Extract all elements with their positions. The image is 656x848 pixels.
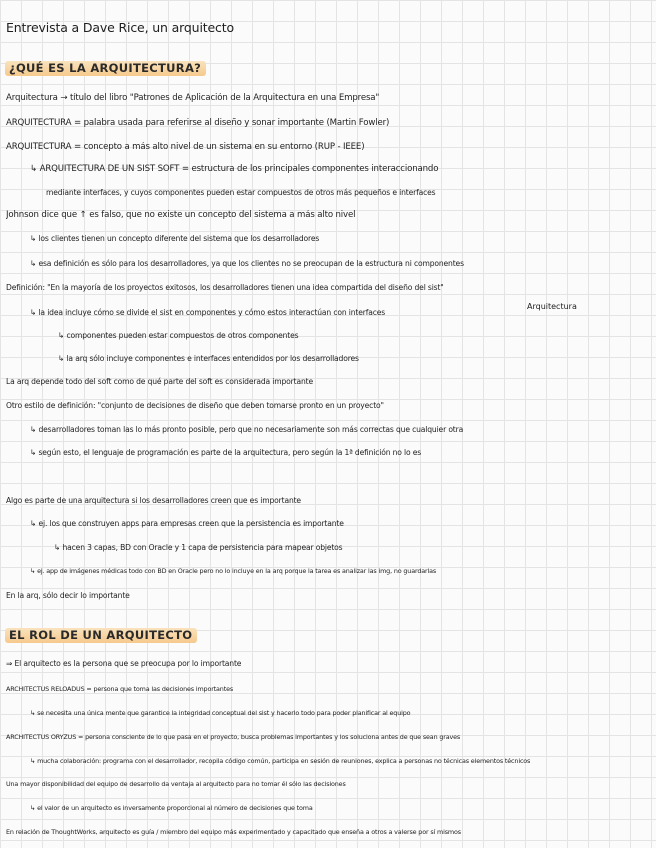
section-heading-que-es: ¿QUÉ ES LA ARQUITECTURA? bbox=[5, 61, 206, 76]
note-line: Algo es parte de una arquitectura si los desarrolladores creen que es importante bbox=[6, 496, 301, 505]
note-line: ARCHITECTUS ORYZUS = persona consciente de lo que pasa en el proyecto, busca problemas importantes y los soluciona antes de que sean graves bbox=[6, 734, 461, 741]
note-line: ↳ los clientes tienen un concepto diferente del sistema que los desarrolladores bbox=[30, 234, 320, 243]
note-line: ARQUITECTURA = concepto a más alto nivel de un sistema en su entorno (RUP - IEEE) bbox=[6, 142, 365, 152]
note-line: La arq depende todo del soft como de qué parte del soft es considerada importante bbox=[6, 377, 313, 386]
note-text: Definición: "En la mayoría de los proyectos exitosos, los desarrolladores tienen una bbox=[6, 283, 311, 292]
note-line: ↳ se necesita una única mente que garantice la integridad conceptual del sist y hacerlo todo para poder planificar al equipo bbox=[30, 710, 411, 717]
note-line: Otro estilo de definición: "conjunto de decisiones de diseño que deben tomarse pronto en un proyecto" bbox=[6, 401, 384, 410]
page-title: Entrevista a Dave Rice, un arquitecto bbox=[6, 20, 235, 35]
note-line: En la arq, sólo decir lo importante bbox=[6, 591, 130, 600]
note-line: ↳ ej. app de imágenes médicas todo con BD en Oracle pero no lo incluye en la arq porque la tarea es analizar las img, no guardarlas bbox=[30, 568, 437, 575]
note-line: ↳ según esto, el lenguaje de programación es parte de la arquitectura, pero según la 1ª definición no lo es bbox=[30, 448, 422, 457]
note-line: ARQUITECTURA = palabra usada para referirse al diseño y sonar importante (Martin Fowler) bbox=[6, 118, 390, 128]
note-line: ↳ componentes pueden estar compuestos de otros componentes bbox=[58, 331, 299, 340]
margin-annotation: Arquitectura bbox=[527, 302, 577, 311]
note-line: ↳ la idea incluye cómo se divide el sist en componentes y cómo estos interactúan con interfaces bbox=[30, 308, 386, 317]
note-line: ↳ la arq sólo incluye componentes e interfaces entendidos por los desarrolladores bbox=[58, 354, 359, 363]
note-line: En relación de ThoughtWorks, arquitecto es guía / miembro del equipo más experimentado y capacitado que enseña a otros a valerse por sí mismos bbox=[6, 829, 461, 836]
note-line: ↳ desarrolladores toman las lo más pronto posible, pero que no necesariamente son más correctas que cualquier otra bbox=[30, 425, 464, 434]
note-underlined-text: idea compartida del diseño del sist" bbox=[312, 283, 444, 292]
note-line: ⇒ El arquitecto es la persona que se preocupa por lo importante bbox=[6, 659, 242, 668]
note-line: ARCHITECTUS RELOADUS = persona que toma las decisiones importantes bbox=[6, 686, 234, 693]
note-line: ↳ hacen 3 capas, BD con Oracle y 1 capa de persistencia para mapear objetos bbox=[54, 543, 343, 552]
note-line: ↳ mucha colaboración: programa con el desarrollador, recopila código común, participa en sesión de reuniones, explica a personas no técnicas elementos técnicos bbox=[30, 758, 531, 765]
note-line: ↳ ej. los que construyen apps para empresas creen que la persistencia es importante bbox=[30, 519, 344, 528]
note-line: ↳ ARQUITECTURA DE UN SIST SOFT = estructura de los principales componentes interaccionando bbox=[30, 164, 439, 174]
note-line: Johnson dice que ↑ es falso, que no existe un concepto del sistema a más alto nivel bbox=[6, 210, 356, 220]
note-line: mediante interfaces, y cuyos componentes pueden estar compuestos de otros más pequeños e interfaces bbox=[46, 188, 436, 197]
note-line: ↳ esa definición es sólo para los desarrolladores, ya que los clientes no se preocupan de la estructura ni componentes bbox=[30, 259, 464, 268]
note-line: Una mayor disponibilidad del equipo de desarrollo da ventaja al arquitecto para no tomar él sólo las decisiones bbox=[6, 781, 346, 788]
note-line-definicion bbox=[6, 283, 656, 292]
note-line: Arquitectura → título del libro "Patrones de Aplicación de la Arquitectura en una Empresa" bbox=[6, 93, 380, 103]
section-heading-rol: EL ROL DE UN ARQUITECTO bbox=[5, 628, 197, 643]
note-line: ↳ el valor de un arquitecto es inversamente proporcional al número de decisiones que toma bbox=[30, 805, 313, 812]
